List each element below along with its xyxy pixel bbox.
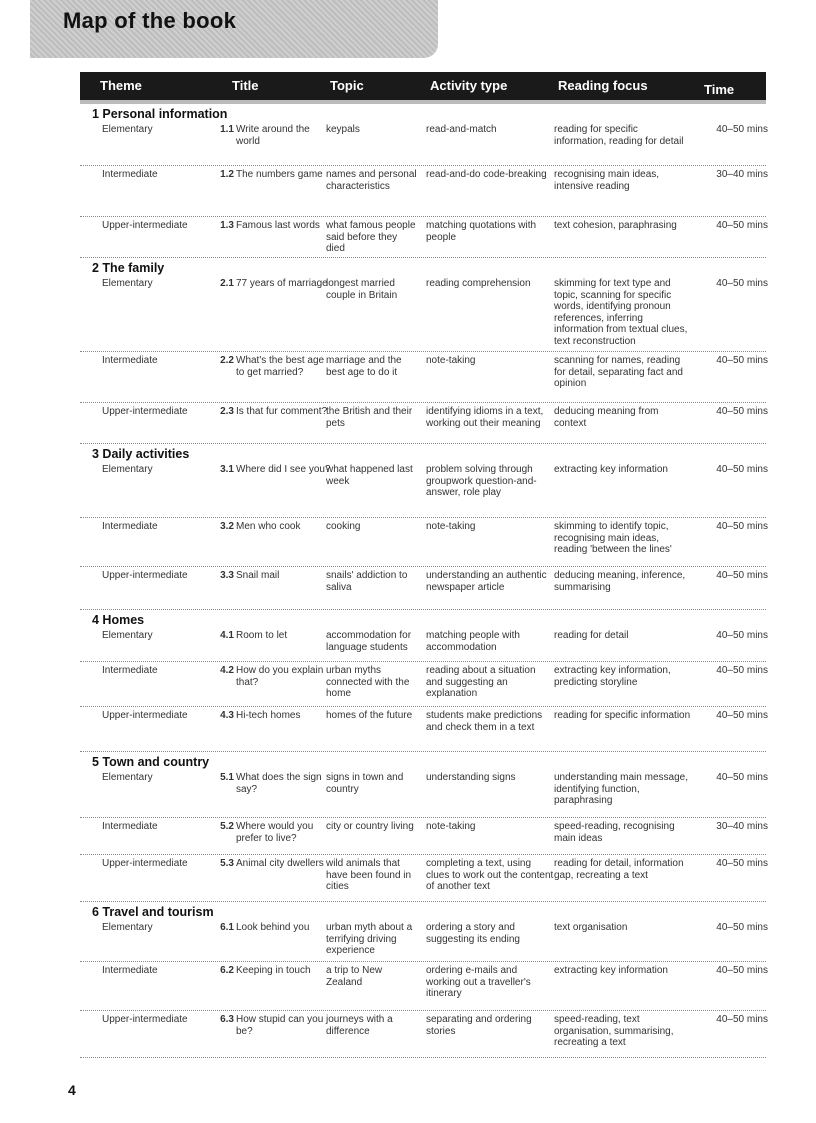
table-row — [80, 217, 766, 258]
table-row — [80, 1011, 766, 1058]
title-cell: Write around the world — [236, 124, 310, 147]
header-theme: Theme — [100, 78, 142, 93]
activity-cell: understanding signs — [426, 772, 516, 783]
level-cell: Elementary — [102, 922, 153, 933]
reading-focus-cell: speed-reading, text organisation, summarising, recreating a text — [554, 1014, 674, 1048]
reading-focus-cell: understanding main message, identifying function, paraphrasing — [554, 772, 688, 806]
level-cell: Intermediate — [102, 965, 158, 976]
activity-cell: reading comprehension — [426, 278, 531, 289]
time-cell: 40–50 mins — [716, 464, 768, 475]
activity-cell: read-and-match — [426, 124, 497, 135]
topic-cell: what happened last week — [326, 464, 413, 487]
level-cell: Elementary — [102, 464, 153, 475]
title-cell: Snail mail — [236, 570, 280, 581]
number-cell: 6.3 — [220, 1014, 234, 1025]
number-cell: 2.2 — [220, 355, 234, 366]
table-row — [80, 567, 766, 610]
table-row — [80, 707, 766, 752]
reading-focus-cell: extracting key information, predicting storyline — [554, 665, 671, 688]
number-cell: 6.1 — [220, 922, 234, 933]
topic-cell: urban myths connected with the home — [326, 665, 410, 699]
activity-cell: ordering e-mails and working out a traveller's itinerary — [426, 965, 531, 999]
time-cell: 40–50 mins — [716, 922, 768, 933]
time-cell: 40–50 mins — [716, 278, 768, 289]
reading-focus-cell: reading for specific information, reading for detail — [554, 124, 684, 147]
reading-focus-cell: skimming to identify topic, recognising main ideas, reading 'between the lines' — [554, 521, 672, 555]
reading-focus-cell: reading for detail, information gap, recreating a text — [554, 858, 684, 881]
topic-cell: journeys with a difference — [326, 1014, 393, 1037]
time-cell: 30–40 mins — [716, 821, 768, 832]
header-time: Time — [704, 82, 735, 97]
table-row — [80, 855, 766, 902]
topic-cell: accommodation for language students — [326, 630, 412, 653]
topic-cell: cooking — [326, 521, 361, 532]
section-heading: 3 Daily activities — [92, 447, 190, 461]
reading-focus-cell: text cohesion, paraphrasing — [554, 220, 677, 231]
number-cell: 4.1 — [220, 630, 234, 641]
table-row — [80, 403, 766, 444]
topic-cell: what famous people said before they died — [326, 220, 416, 254]
topic-cell: city or country living — [326, 821, 414, 832]
activity-cell: students make predictions and check them in a text — [426, 710, 543, 733]
title-cell: Look behind you — [236, 922, 310, 933]
activity-cell: reading about a situation and suggesting an explanation — [426, 665, 536, 699]
topic-cell: the British and their pets — [326, 406, 413, 429]
table-row — [80, 166, 766, 217]
time-cell: 40–50 mins — [716, 665, 768, 676]
title-cell: Famous last words — [236, 220, 320, 231]
page-title: Map of the book — [63, 8, 237, 33]
topic-cell: a trip to New Zealand — [326, 965, 383, 988]
reading-focus-cell: deducing meaning from context — [554, 406, 659, 429]
section-heading: 5 Town and country — [92, 755, 210, 769]
table-row — [80, 962, 766, 1011]
activity-cell: problem solving through groupwork question-and-answer, role play — [426, 464, 537, 498]
topic-cell: keypals — [326, 124, 360, 135]
number-cell: 3.2 — [220, 521, 234, 532]
activity-cell: note-taking — [426, 521, 476, 532]
level-cell: Upper-intermediate — [102, 406, 188, 417]
topic-cell: homes of the future — [326, 710, 413, 721]
time-cell: 40–50 mins — [716, 570, 768, 581]
level-cell: Upper-intermediate — [102, 570, 188, 581]
header-reading: Reading focus — [558, 78, 648, 93]
time-cell: 40–50 mins — [716, 124, 768, 135]
number-cell: 5.1 — [220, 772, 234, 783]
reading-focus-cell: deducing meaning, inference, summarising — [554, 570, 686, 593]
time-cell: 40–50 mins — [716, 858, 768, 869]
level-cell: Elementary — [102, 772, 153, 783]
reading-focus-cell: scanning for names, reading for detail, separating fact and opinion — [554, 355, 683, 389]
topic-cell: names and personal characteristics — [326, 169, 417, 192]
table-header — [80, 72, 766, 104]
title-cell: What does the sign say? — [236, 772, 322, 795]
title-cell: Where did I see you? — [236, 464, 331, 475]
activity-cell: understanding an authentic newspaper article — [426, 570, 547, 593]
reading-focus-cell: reading for detail — [554, 630, 629, 641]
number-cell: 1.3 — [220, 220, 234, 231]
number-cell: 5.2 — [220, 821, 234, 832]
activity-cell: completing a text, using clues to work out the content of another text — [426, 858, 554, 892]
level-cell: Intermediate — [102, 821, 158, 832]
reading-focus-cell: skimming for text type and topic, scanning for specific words, identifying pronoun references, inferring information from textual clues, text reconstruction — [554, 278, 688, 347]
number-cell: 5.3 — [220, 858, 234, 869]
title-cell: Animal city dwellers — [236, 858, 324, 869]
table-row — [80, 662, 766, 707]
title-cell: The numbers game — [236, 169, 323, 180]
time-cell: 30–40 mins — [716, 169, 768, 180]
header-topic: Topic — [330, 78, 364, 93]
header-activity: Activity type — [430, 78, 508, 93]
topic-cell: longest married couple in Britain — [326, 278, 398, 301]
title-cell: What's the best age to get married? — [236, 355, 325, 378]
topic-cell: wild animals that have been found in cities — [326, 858, 412, 892]
activity-cell: identifying idioms in a text, working out their meaning — [426, 406, 544, 429]
activity-cell: note-taking — [426, 355, 476, 366]
section-heading: 6 Travel and tourism — [92, 905, 214, 919]
level-cell: Elementary — [102, 630, 153, 641]
reading-focus-cell: recognising main ideas, intensive reading — [554, 169, 660, 192]
number-cell: 3.1 — [220, 464, 234, 475]
table-row — [80, 627, 766, 662]
number-cell: 1.1 — [220, 124, 234, 135]
table-row — [80, 275, 766, 352]
time-cell: 40–50 mins — [716, 1014, 768, 1025]
level-cell: Intermediate — [102, 521, 158, 532]
number-cell: 4.2 — [220, 665, 234, 676]
map-table — [80, 72, 766, 1058]
table-row — [80, 919, 766, 962]
topic-cell: signs in town and country — [326, 772, 404, 795]
reading-focus-cell: text organisation — [554, 922, 628, 933]
title-cell: Men who cook — [236, 521, 301, 532]
section-heading: 4 Homes — [92, 613, 145, 627]
section-heading: 2 The family — [92, 261, 165, 275]
reading-focus-cell: extracting key information — [554, 965, 668, 976]
title-cell: Keeping in touch — [236, 965, 311, 976]
time-cell: 40–50 mins — [716, 220, 768, 231]
reading-focus-cell: reading for specific information — [554, 710, 691, 721]
topic-cell: marriage and the best age to do it — [326, 355, 402, 378]
activity-cell: note-taking — [426, 821, 476, 832]
title-cell: How do you explain that? — [236, 665, 324, 688]
table-row — [80, 121, 766, 166]
level-cell: Upper-intermediate — [102, 710, 188, 721]
number-cell: 1.2 — [220, 169, 234, 180]
time-cell: 40–50 mins — [716, 772, 768, 783]
activity-cell: matching quotations with people — [426, 220, 537, 243]
level-cell: Elementary — [102, 124, 153, 135]
level-cell: Upper-intermediate — [102, 1014, 188, 1025]
title-cell: 77 years of marriage — [236, 278, 328, 289]
time-cell: 40–50 mins — [716, 710, 768, 721]
page-number: 4 — [68, 1082, 76, 1098]
header-title: Title — [232, 78, 259, 93]
number-cell: 2.1 — [220, 278, 234, 289]
section-heading: 1 Personal information — [92, 107, 228, 121]
title-cell: Is that fur comment? — [236, 406, 328, 417]
title-cell: Where would you prefer to live? — [236, 821, 314, 844]
time-cell: 40–50 mins — [716, 521, 768, 532]
activity-cell: ordering a story and suggesting its ending — [426, 922, 520, 945]
activity-cell: read-and-do code-breaking — [426, 169, 547, 180]
number-cell: 3.3 — [220, 570, 234, 581]
number-cell: 6.2 — [220, 965, 234, 976]
table-row — [80, 461, 766, 518]
title-cell: Room to let — [236, 630, 288, 641]
number-cell: 4.3 — [220, 710, 234, 721]
topic-cell: snails' addiction to saliva — [326, 570, 408, 593]
level-cell: Intermediate — [102, 665, 158, 676]
table-row — [80, 518, 766, 567]
table-row — [80, 818, 766, 855]
time-cell: 40–50 mins — [716, 406, 768, 417]
reading-focus-cell: extracting key information — [554, 464, 668, 475]
level-cell: Intermediate — [102, 169, 158, 180]
table-row — [80, 769, 766, 818]
number-cell: 2.3 — [220, 406, 234, 417]
topic-cell: urban myth about a terrifying driving experience — [326, 922, 413, 956]
level-cell: Upper-intermediate — [102, 220, 188, 231]
reading-focus-cell: speed-reading, recognising main ideas — [554, 821, 675, 844]
activity-cell: separating and ordering stories — [426, 1014, 532, 1037]
time-cell: 40–50 mins — [716, 630, 768, 641]
title-cell: How stupid can you be? — [236, 1014, 324, 1037]
title-cell: Hi-tech homes — [236, 710, 301, 721]
level-cell: Intermediate — [102, 355, 158, 366]
table-row — [80, 352, 766, 403]
table-body — [80, 104, 766, 1058]
time-cell: 40–50 mins — [716, 355, 768, 366]
time-cell: 40–50 mins — [716, 965, 768, 976]
level-cell: Upper-intermediate — [102, 858, 188, 869]
activity-cell: matching people with accommodation — [426, 630, 520, 653]
level-cell: Elementary — [102, 278, 153, 289]
